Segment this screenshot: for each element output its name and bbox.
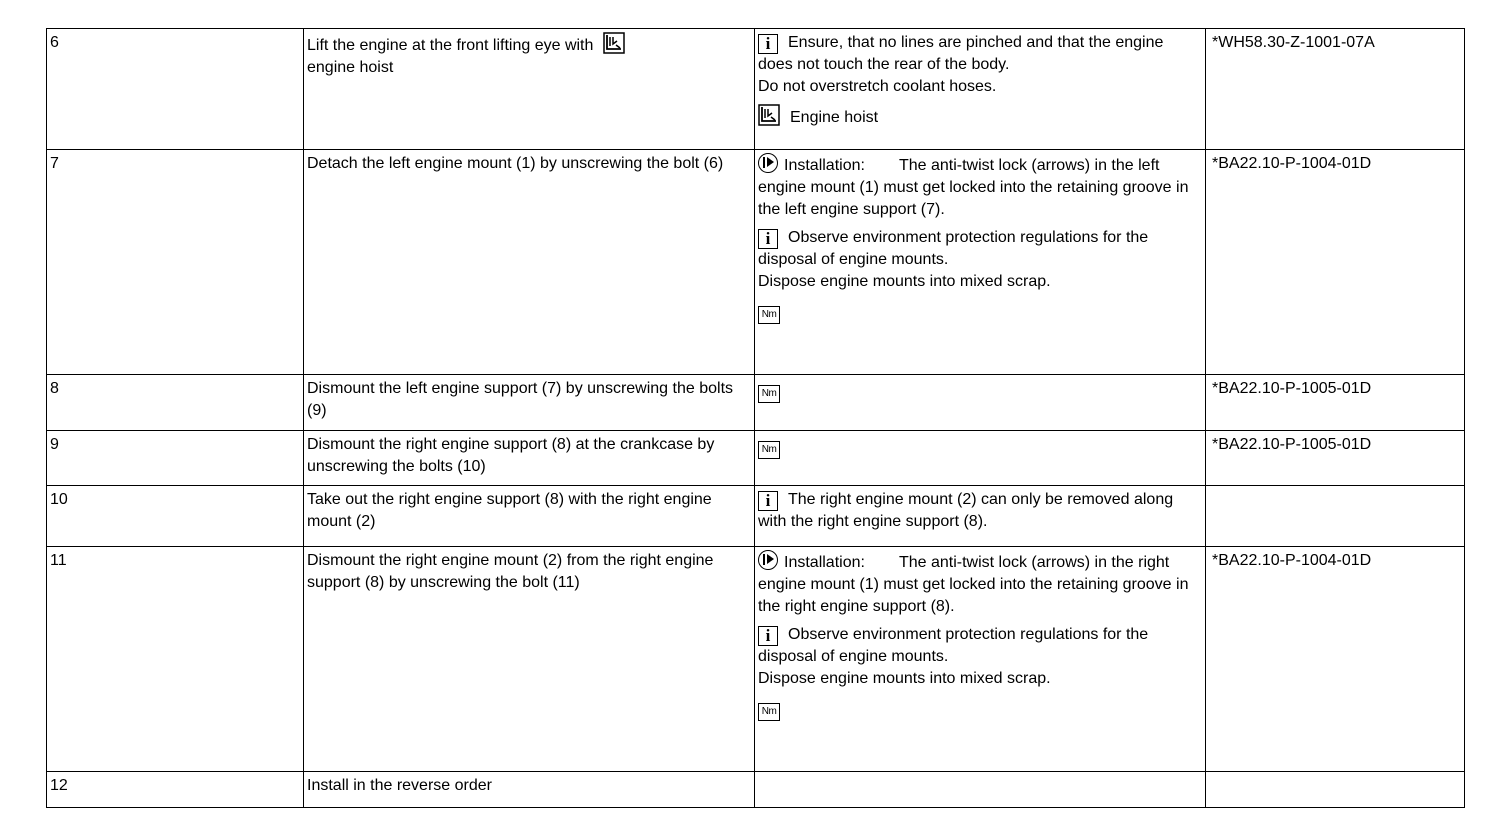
note-text: Dispose engine mounts into mixed scrap. <box>758 273 1051 290</box>
installation-icon <box>758 550 778 570</box>
installation-label: Installation: <box>784 554 865 571</box>
reference-cell <box>1206 375 1465 431</box>
reference-link[interactable]: *BA22.10-P-1004-01D <box>1212 155 1372 172</box>
installation-text: The anti-twist lock (arrows) in the left engine mount (1) must get locked into the retaining groove in the left engine support (7). <box>758 157 1189 218</box>
tool-note <box>758 104 1201 129</box>
info-note <box>758 227 1201 293</box>
info-icon: i <box>758 34 778 54</box>
step-number: 11 <box>47 547 304 772</box>
reference-cell <box>1206 431 1465 486</box>
torque-icon: Nm <box>758 441 780 459</box>
note-text: Do not overstretch coolant hoses. <box>758 78 997 95</box>
table-row <box>47 150 1465 375</box>
reference-link[interactable]: *BA22.10-P-1005-01D <box>1212 436 1372 453</box>
info-icon: i <box>758 626 778 646</box>
reference-cell <box>1206 29 1465 150</box>
reference-cell <box>1206 486 1465 547</box>
info-icon: i <box>758 229 778 249</box>
reference-link[interactable]: *WH58.30-Z-1001-07A <box>1212 34 1375 51</box>
torque-icon: Nm <box>758 306 780 324</box>
step-action: Take out the right engine support (8) with the right engine mount (2) <box>304 486 755 547</box>
torque-note <box>758 299 1201 324</box>
step-action: Dismount the right engine mount (2) from the right engine support (8) by unscrewing the bolt (11) <box>304 547 755 772</box>
step-notes <box>755 150 1206 375</box>
step-notes <box>755 547 1206 772</box>
info-icon: i <box>758 491 778 511</box>
step-number: 7 <box>47 150 304 375</box>
installation-note <box>758 153 1201 221</box>
table-row <box>47 375 1465 431</box>
procedure-table <box>46 28 1465 808</box>
step-number: 12 <box>47 772 304 808</box>
info-note <box>758 489 1201 533</box>
step-action <box>304 29 755 150</box>
torque-icon: Nm <box>758 703 780 721</box>
table-row <box>47 431 1465 486</box>
info-note <box>758 32 1201 98</box>
step-number: 9 <box>47 431 304 486</box>
step-notes <box>755 772 1206 808</box>
torque-icon: Nm <box>758 385 780 403</box>
installation-label: Installation: <box>784 157 865 174</box>
reference-link[interactable]: *BA22.10-P-1004-01D <box>1212 552 1372 569</box>
note-text: Dispose engine mounts into mixed scrap. <box>758 670 1051 687</box>
step-notes <box>755 29 1206 150</box>
step-number: 10 <box>47 486 304 547</box>
engine-hoist-icon <box>758 104 780 126</box>
info-note <box>758 624 1201 690</box>
step-action: Dismount the left engine support (7) by unscrewing the bolts (9) <box>304 375 755 431</box>
reference-cell <box>1206 772 1465 808</box>
note-text: Observe environment protection regulations for the disposal of engine mounts. <box>758 626 1149 665</box>
table-row <box>47 547 1465 772</box>
step-notes <box>755 431 1206 486</box>
step-notes <box>755 486 1206 547</box>
reference-link[interactable]: *BA22.10-P-1005-01D <box>1212 380 1372 397</box>
reference-cell <box>1206 547 1465 772</box>
step-action: Install in the reverse order <box>304 772 755 808</box>
installation-text: The anti-twist lock (arrows) in the right engine mount (1) must get locked into the retaining groove in the right engine support (8). <box>758 554 1189 615</box>
table-row <box>47 29 1465 150</box>
installation-note <box>758 550 1201 618</box>
action-text: Lift the engine at the front lifting eye with <box>307 37 594 54</box>
torque-note <box>758 696 1201 721</box>
table-row <box>47 772 1465 808</box>
reference-cell <box>1206 150 1465 375</box>
step-action: Dismount the right engine support (8) at the crankcase by unscrewing the bolts (10) <box>304 431 755 486</box>
step-number: 8 <box>47 375 304 431</box>
engine-hoist-icon <box>603 32 625 54</box>
step-notes <box>755 375 1206 431</box>
installation-icon <box>758 153 778 173</box>
step-number: 6 <box>47 29 304 150</box>
note-text: Ensure, that no lines are pinched and that the engine does not touch the rear of the body. <box>758 34 1164 73</box>
tool-name: Engine hoist <box>790 109 879 126</box>
step-action: Detach the left engine mount (1) by unscrewing the bolt (6) <box>304 150 755 375</box>
note-text: Observe environment protection regulations for the disposal of engine mounts. <box>758 229 1149 268</box>
action-text-cont: engine hoist <box>307 59 394 76</box>
note-text: The right engine mount (2) can only be removed along with the right engine support (8). <box>758 491 1174 530</box>
table-row <box>47 486 1465 547</box>
